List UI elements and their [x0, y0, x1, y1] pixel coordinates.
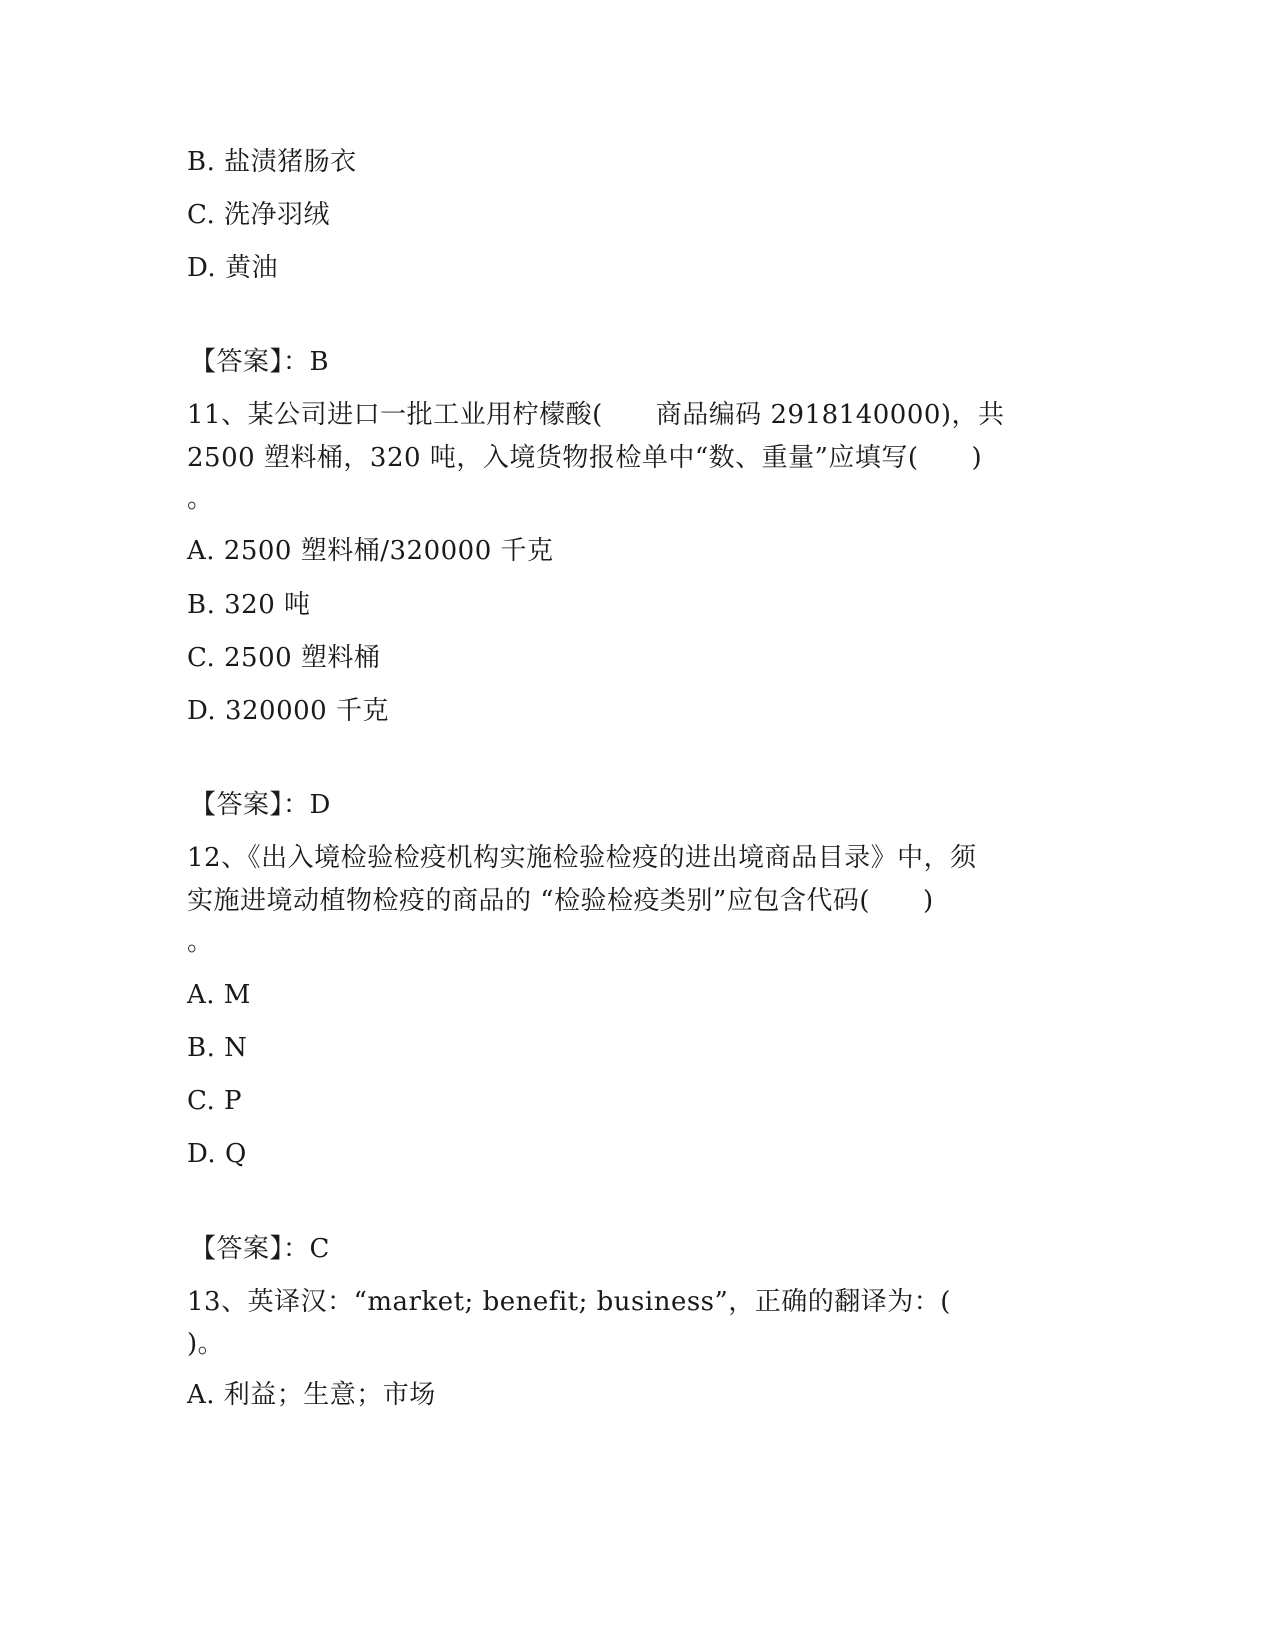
q10-option-c: C. 洗净羽绒 [187, 200, 330, 230]
q10-answer: 【答案】：B [190, 347, 330, 377]
q13-stem-line-2: )。 [187, 1329, 225, 1359]
q11-option-b: B. 320 吨 [187, 590, 311, 620]
q13-option-a: A. 利益；生意；市场 [187, 1380, 436, 1410]
q10-option-d: D. 黄油 [187, 253, 278, 283]
q12-option-d: D. Q [187, 1139, 247, 1169]
q11-option-c: C. 2500 塑料桶 [187, 643, 381, 673]
q12-option-c: C. P [187, 1086, 242, 1116]
q12-option-b: B. N [187, 1033, 248, 1063]
q12-stem-line-2: 实施进境动植物检疫的商品的 “检验检疫类别”应包含代码( ) [187, 886, 934, 916]
q12-stem-line-1: 12、《出入境检验检疫机构实施检验检疫的进出境商品目录》中，须 [187, 843, 977, 873]
q12-option-a: A. M [187, 980, 251, 1010]
q11-stem-line-1: 11、某公司进口一批工业用柠檬酸( 商品编码 2918140000)，共 [187, 400, 1005, 430]
q11-stem-line-2: 2500 塑料桶，320 吨，入境货物报检单中“数、重量”应填写( ) [187, 443, 983, 473]
q12-stem-line-3: 。 [187, 927, 214, 957]
q11-option-a: A. 2500 塑料桶/320000 千克 [187, 536, 554, 566]
q11-option-d: D. 320000 千克 [187, 696, 389, 726]
q11-answer: 【答案】：D [190, 790, 331, 820]
q13-stem-line-1: 13、英译汉：“market; benefit; business”，正确的翻译为：( [187, 1287, 951, 1317]
q11-stem-line-3: 。 [187, 484, 214, 514]
q12-answer: 【答案】：C [190, 1234, 330, 1264]
q10-option-b: B. 盐渍猪肠衣 [187, 147, 357, 177]
